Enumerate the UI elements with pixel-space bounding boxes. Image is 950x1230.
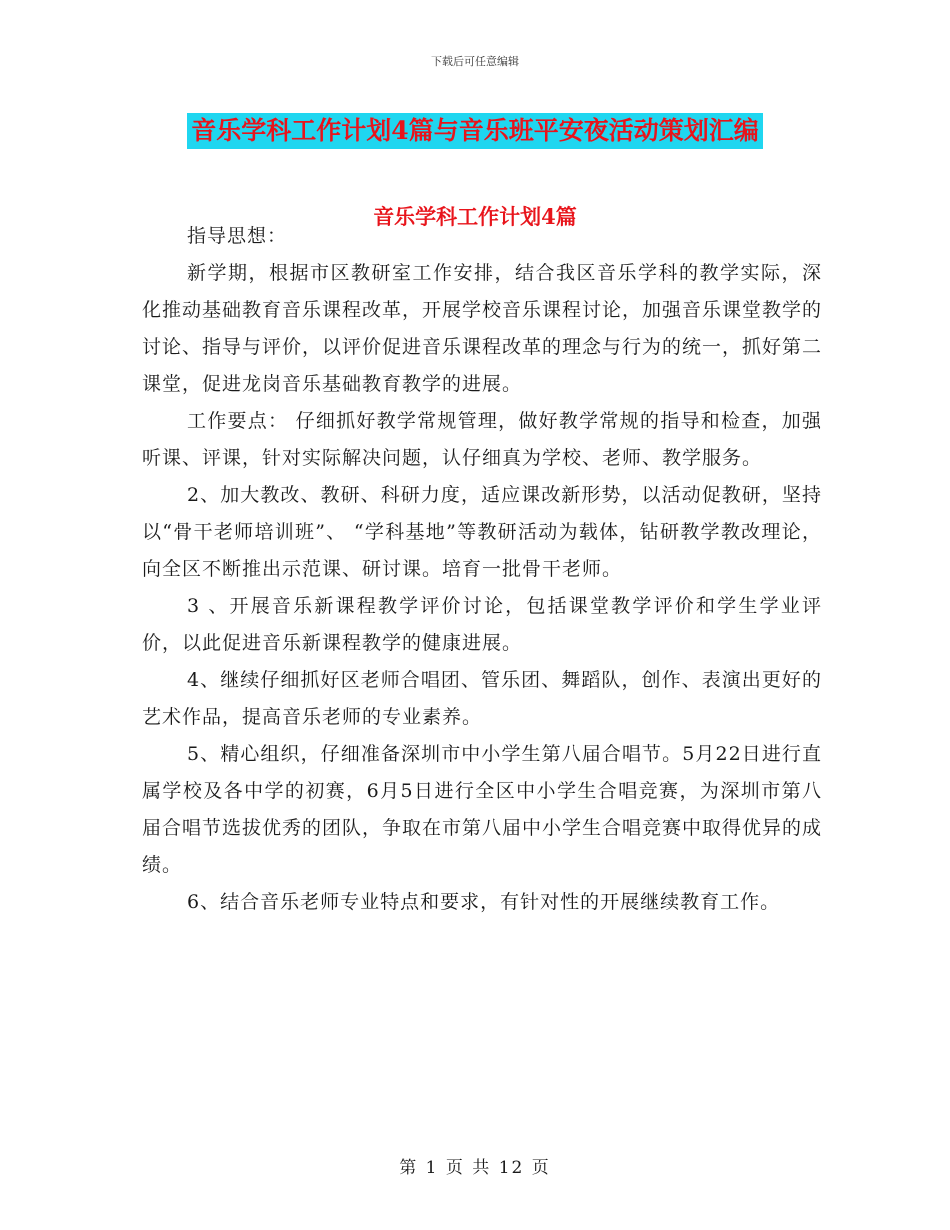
paragraph-new-semester: 新学期，根据市区教研室工作安排，结合我区音乐学科的教学实际，深化推动基础教育音乐课程改革，开展学校音乐课程讨论，加强音乐课堂教学的讨论、指导与评价，以评价促进音乐课程改革的理念与行为的统一，抓好第二课堂，促进龙岗音乐基础教育教学的进展。	[142, 262, 823, 395]
document-title: 音乐学科工作计划4篇与音乐班平安夜活动策划汇编	[187, 113, 762, 149]
paragraph-item-5: 5、精心组织，仔细准备深圳市中小学生第八届合唱节。5月22日进行直属学校及各中学的初赛，6月5日进行全区中小学生合唱竞赛，为深圳市第八届合唱节选拔优秀的团队，争取在市第八届中小学生合唱竞赛中取得优异的成绩。	[142, 743, 823, 876]
main-title-wrap	[0, 113, 950, 149]
paragraph-work-points: 工作要点： 仔细抓好教学常规管理，做好教学常规的指导和检查，加强听课、评课，针对实际解决问题，认仔细真为学校、老师、教学服务。	[142, 410, 822, 469]
section-title: 音乐学科工作计划4篇	[373, 204, 577, 229]
document-body	[142, 218, 822, 921]
paragraph-item-6: 6、结合音乐老师专业特点和要求，有针对性的开展继续教育工作。	[187, 891, 781, 913]
header-note: 下载后可任意编辑	[431, 55, 519, 68]
paragraph-guiding-thought: 指导思想：	[187, 225, 288, 247]
paragraph-item-4: 4、继续仔细抓好区老师合唱团、管乐团、舞蹈队，创作、表演出更好的艺术作品，提高音乐老师的专业素养。	[142, 669, 822, 728]
paragraph-item-2: 2、加大教改、教研、科研力度，适应课改新形势，以活动促教研，坚持以“骨干老师培训班”、 “学科基地”等教研活动为载体，钻研教学教改理论，向全区不断推出示范课、研讨课。培育一批骨干老师。	[142, 484, 822, 580]
page-footer: 第 1 页 共 12 页	[399, 1158, 551, 1178]
paragraph-item-3: 3 、开展音乐新课程教学评价讨论，包括课堂教学评价和学生学业评价，以此促进音乐新课程教学的健康进展。	[142, 595, 822, 654]
